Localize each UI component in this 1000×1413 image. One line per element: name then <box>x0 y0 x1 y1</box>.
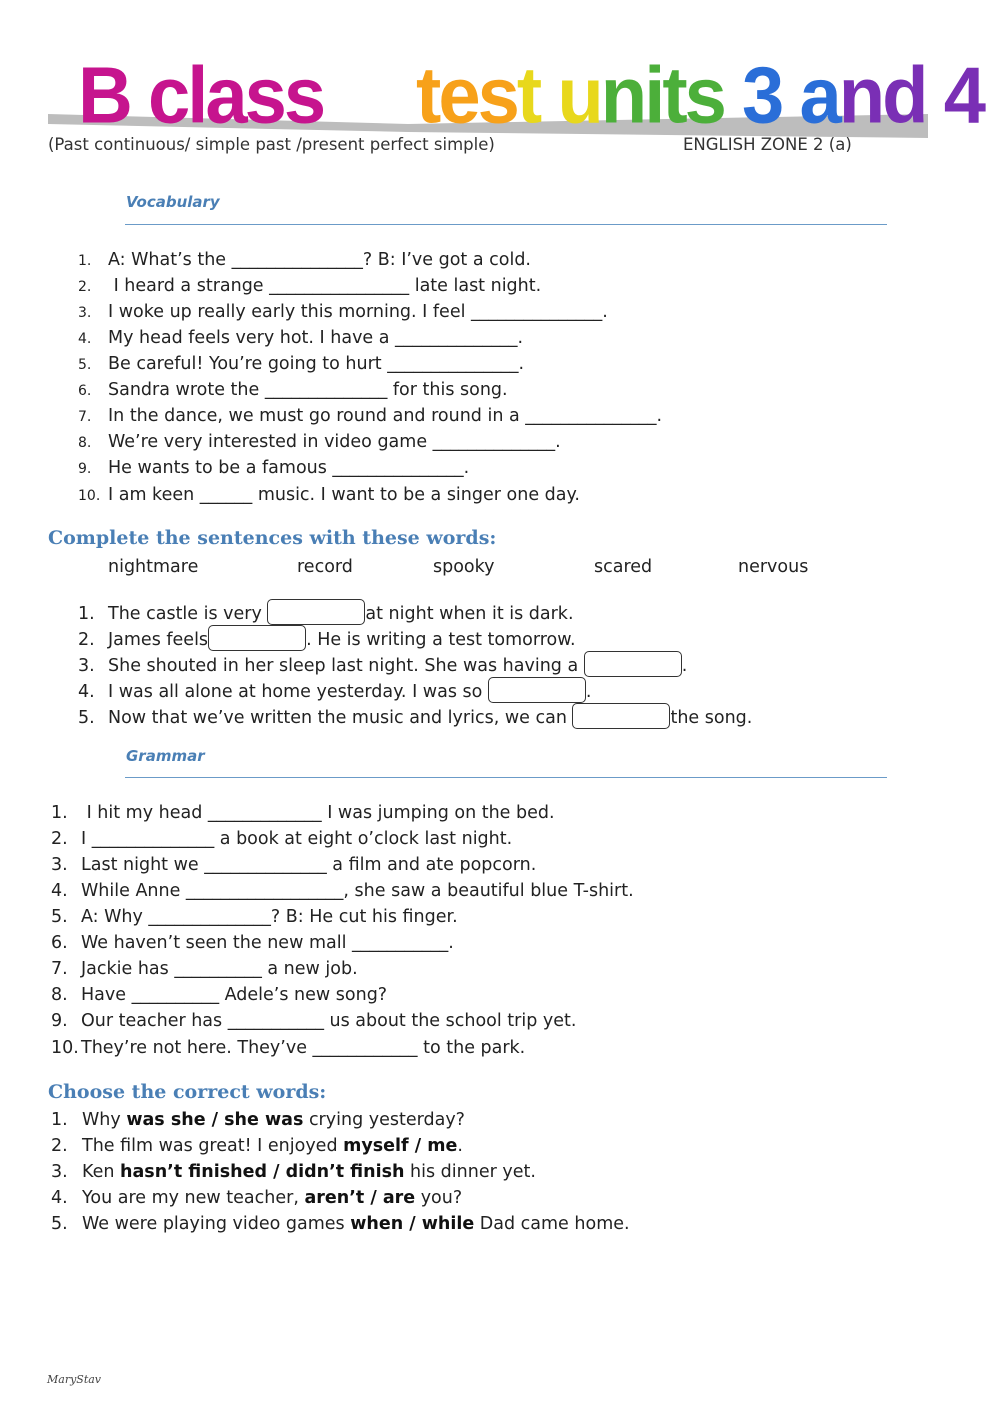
word-bank-item: nightmare <box>108 557 199 577</box>
vocabulary-heading: Vocabulary <box>126 193 220 211</box>
title-letter: a <box>799 50 839 141</box>
grammar-item <box>51 803 555 823</box>
item-text: We were playing video games <box>82 1214 351 1234</box>
item-text: Jackie has __________ a new job. <box>81 959 358 979</box>
title-letter: 3 <box>742 50 782 141</box>
subtitle-grammar-topics: (Past continuous/ simple past /present perfect simple) <box>48 135 495 154</box>
answer-box[interactable] <box>488 677 586 703</box>
title-letter: t <box>516 50 540 141</box>
item-number: 5. <box>78 357 92 373</box>
title-letter: n <box>600 50 645 141</box>
option-a[interactable]: hasn’t finished <box>120 1162 267 1182</box>
item-text: the song. <box>670 708 753 728</box>
grammar-item <box>51 1038 525 1058</box>
item-text: In the dance, we must go round and round in a _______________. <box>108 406 663 426</box>
item-text: Now that we’ve written the music and lyrics, we can <box>108 708 573 728</box>
choose-item <box>51 1188 462 1208</box>
item-text: My head feels very hot. I have a ______________. <box>108 328 524 348</box>
item-number: 5. <box>78 708 95 728</box>
option-a[interactable]: myself <box>343 1136 409 1156</box>
item-text: Be careful! You’re going to hurt _______________. <box>108 354 525 374</box>
answer-box[interactable] <box>584 651 682 677</box>
subtitle-book: ENGLISH ZONE 2 (a) <box>683 135 852 154</box>
complete-heading: Complete the sentences with these words: <box>48 527 497 549</box>
item-text: . <box>457 1136 463 1156</box>
answer-box[interactable] <box>208 625 306 651</box>
item-number: 1. <box>51 1110 68 1130</box>
item-text: Last night we ______________ a film and ate popcorn. <box>81 855 537 875</box>
item-number: 4. <box>78 682 95 702</box>
vocabulary-divider <box>125 224 887 225</box>
item-number: 6. <box>51 933 68 953</box>
title-letter: d <box>882 50 926 141</box>
item-number: 3. <box>78 656 95 676</box>
item-text: The castle is very <box>108 604 268 624</box>
vocabulary-item <box>78 328 523 348</box>
grammar-item <box>51 907 458 927</box>
page-title <box>48 50 983 142</box>
item-text: James feels <box>108 630 209 650</box>
word-bank-item: nervous <box>738 557 809 577</box>
item-number: 1. <box>51 803 68 823</box>
option-b[interactable]: are <box>382 1188 416 1208</box>
complete-item-1 <box>78 599 574 625</box>
item-number: 8. <box>51 985 68 1005</box>
grammar-item <box>51 985 387 1005</box>
title-letter: e <box>438 50 478 141</box>
item-text: A: What’s the _______________? B: I’ve got a cold. <box>108 250 531 270</box>
grammar-item <box>51 959 358 979</box>
item-text: We haven’t seen the new mall ___________. <box>81 933 454 953</box>
option-b[interactable]: me <box>427 1136 458 1156</box>
item-text: We’re very interested in video game ______________. <box>108 432 561 452</box>
vocabulary-item <box>78 432 561 452</box>
title-letter: s <box>477 50 517 141</box>
item-number: 3. <box>78 305 92 321</box>
item-text: She shouted in her sleep last night. She was having a <box>108 656 584 676</box>
item-text: I heard a strange ________________ late last night. <box>108 276 542 296</box>
item-number: 5. <box>51 907 68 927</box>
answer-box[interactable] <box>572 703 670 729</box>
answer-box[interactable] <box>267 599 365 625</box>
item-text: They’re not here. They’ve ____________ to the park. <box>81 1038 526 1058</box>
item-number: 4. <box>51 1188 68 1208</box>
item-number: 10. <box>78 488 101 504</box>
item-text: crying yesterday? <box>303 1110 465 1130</box>
item-number: 3. <box>51 1162 68 1182</box>
title-letter <box>539 51 557 140</box>
title-letter: 4 <box>943 50 983 141</box>
title-letter <box>724 51 742 140</box>
grammar-item <box>51 855 536 875</box>
choose-heading: Choose the correct words: <box>48 1081 327 1103</box>
item-text: Dad came home. <box>474 1214 630 1234</box>
word-bank-item: scared <box>594 557 653 577</box>
item-number: 1. <box>78 253 92 269</box>
title-letter <box>926 51 944 140</box>
item-text: While Anne __________________, she saw a beautiful blue T-shirt. <box>81 881 634 901</box>
grammar-item <box>51 933 454 953</box>
item-text: A: Why ______________? B: He cut his finger. <box>81 907 458 927</box>
item-text: Have __________ Adele’s new song? <box>81 985 388 1005</box>
vocabulary-item <box>78 458 469 478</box>
title-part2-text <box>416 51 983 140</box>
vocabulary-item <box>78 406 662 426</box>
item-number: 4. <box>78 331 92 347</box>
item-number: 1. <box>78 604 95 624</box>
item-text: You are my new teacher, <box>82 1188 305 1208</box>
item-text: . <box>585 682 592 702</box>
title-letter: n <box>838 50 883 141</box>
choose-item <box>51 1136 463 1156</box>
item-number: 9. <box>78 461 92 477</box>
item-text: his dinner yet. <box>404 1162 536 1182</box>
item-text: Ken <box>82 1162 121 1182</box>
grammar-item <box>51 829 512 849</box>
item-text: The film was great! I enjoyed <box>82 1136 344 1156</box>
choose-item <box>51 1162 536 1182</box>
grammar-divider <box>125 777 887 778</box>
item-number: 6. <box>78 383 92 399</box>
item-text: . <box>681 656 688 676</box>
item-text: I ______________ a book at eight o’clock last night. <box>81 829 513 849</box>
item-text: you? <box>415 1188 463 1208</box>
item-number: 7. <box>78 409 92 425</box>
grammar-item <box>51 1011 576 1031</box>
item-text: Why <box>82 1110 127 1130</box>
option-a[interactable]: when <box>350 1214 404 1234</box>
item-number: 7. <box>51 959 68 979</box>
title-part1: B class <box>78 50 324 141</box>
item-text: Our teacher has ___________ us about the school trip yet. <box>81 1011 577 1031</box>
item-number: 2. <box>78 630 95 650</box>
item-number: 9. <box>51 1011 68 1031</box>
vocabulary-item <box>78 302 608 322</box>
vocabulary-item <box>78 380 508 400</box>
option-separator: / <box>205 1110 225 1130</box>
item-text: He wants to be a famous _______________. <box>108 458 470 478</box>
title-letter: t <box>662 50 685 141</box>
grammar-item <box>51 881 634 901</box>
option-separator: / <box>403 1214 422 1234</box>
complete-item-3 <box>78 651 687 677</box>
title-letter: t <box>416 50 439 141</box>
option-separator: / <box>266 1162 286 1182</box>
item-text: I hit my head _____________ I was jumping on the bed. <box>81 803 555 823</box>
vocabulary-item <box>78 485 580 505</box>
item-number: 2. <box>51 829 68 849</box>
item-text: Sandra wrote the ______________ for this song. <box>108 380 508 400</box>
vocabulary-item <box>78 354 524 374</box>
word-bank-item: spooky <box>433 557 495 577</box>
item-number: 8. <box>78 435 92 451</box>
item-number: 2. <box>78 279 92 295</box>
choose-item <box>51 1110 465 1130</box>
complete-item-5 <box>78 703 752 729</box>
item-text: I was all alone at home yesterday. I was so <box>108 682 488 702</box>
item-text: I woke up really early this morning. I feel _______________. <box>108 302 608 322</box>
option-b[interactable]: she was <box>224 1110 304 1130</box>
option-separator: / <box>408 1136 428 1156</box>
option-b[interactable]: while <box>421 1214 475 1234</box>
item-text: I am keen ______ music. I want to be a singer one day. <box>108 485 580 505</box>
title-letter: s <box>684 50 724 141</box>
option-a[interactable]: aren’t <box>304 1188 365 1208</box>
item-number: 5. <box>51 1214 68 1234</box>
option-a[interactable]: was she <box>126 1110 206 1130</box>
complete-item-2 <box>78 625 576 651</box>
item-text: . He is writing a test tomorrow. <box>306 630 576 650</box>
title-letter <box>781 51 799 140</box>
item-number: 3. <box>51 855 68 875</box>
item-number: 10. <box>51 1038 79 1058</box>
title-part2 <box>416 50 983 141</box>
item-number: 4. <box>51 881 68 901</box>
choose-item <box>51 1214 630 1234</box>
option-separator: / <box>364 1188 383 1208</box>
title-letter: u <box>557 50 601 141</box>
item-number: 2. <box>51 1136 68 1156</box>
vocabulary-item <box>78 276 541 296</box>
word-bank-item: record <box>297 557 353 577</box>
grammar-heading: Grammar <box>126 747 205 765</box>
title-letter: i <box>644 50 663 141</box>
author-signature: MaryStav <box>47 1373 102 1386</box>
vocabulary-item <box>78 250 531 270</box>
complete-item-4 <box>78 677 591 703</box>
item-text: at night when it is dark. <box>365 604 574 624</box>
option-b[interactable]: didn’t finish <box>285 1162 405 1182</box>
